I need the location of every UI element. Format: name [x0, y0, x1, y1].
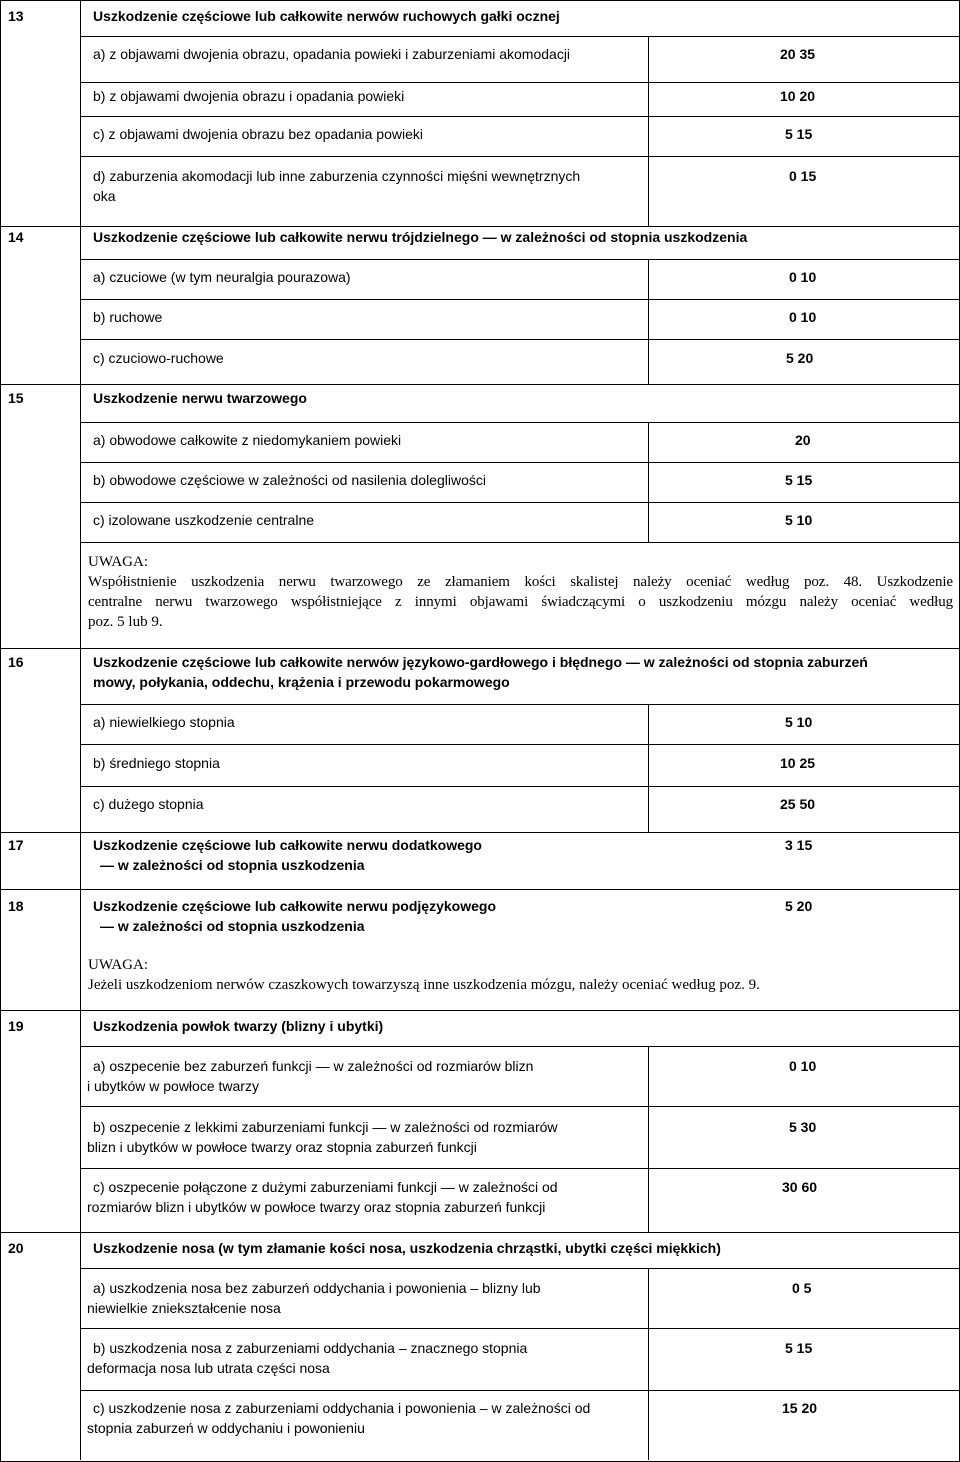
item-value: 0 15: [789, 168, 817, 184]
divider: [81, 1168, 959, 1169]
item-label: c) izolowane uszkodzenie centralne: [93, 512, 315, 528]
row-number: 15: [8, 390, 24, 406]
divider: [81, 339, 959, 340]
section-title: Uszkodzenie częściowe lub całkowite nerwów ruchowych gałki ocznej: [93, 8, 560, 24]
item-label: oka: [93, 188, 116, 204]
item-label: c) z objawami dwojenia obrazu bez opadania powieki: [93, 126, 423, 142]
value-column-divider: [648, 704, 649, 832]
item-value: 20 35: [780, 46, 816, 62]
section-title: Uszkodzenie częściowe lub całkowite nerwu trójdzielnego — w zależności od stopnia uszkodzenia: [93, 229, 748, 245]
divider: [81, 259, 959, 260]
item-value: 0 10: [789, 269, 817, 285]
row-number: 17: [8, 837, 24, 853]
divider: [0, 889, 959, 890]
item-value: 10 20: [780, 88, 816, 104]
divider: [81, 116, 959, 117]
section-title: Uszkodzenia powłok twarzy (blizny i ubytki): [93, 1018, 384, 1034]
divider: [81, 1268, 959, 1269]
section-title: Uszkodzenie częściowe lub całkowite nerwów językowo-gardłowego i błędnego — w zależności od stopnia zaburzeń: [93, 654, 868, 670]
section-title: Uszkodzenie nosa (w tym złamanie kości nosa, uszkodzenia chrząstki, ubytki części miękkich): [93, 1240, 721, 1256]
section-title: — w zależności od stopnia uszkodzenia: [100, 918, 365, 934]
item-label: b) z objawami dwojenia obrazu i opadania powieki: [93, 88, 405, 104]
number-column-divider: [80, 0, 81, 1460]
item-value: 5 10: [785, 714, 813, 730]
item-label: a) oszpecenie bez zaburzeń funkcji — w zależności od rozmiarów blizn: [93, 1058, 534, 1074]
divider: [81, 1046, 959, 1047]
note-text: Współistnienie uszkodzenia nerwu twarzowego ze złamaniem kości skalistej należy oceniać według poz. 48. Uszkodzenie: [88, 574, 953, 590]
item-label: c) oszpecenie połączone z dużymi zaburzeniami funkcji — w zależności od: [93, 1179, 558, 1195]
item-value: 25 50: [780, 796, 816, 812]
divider: [81, 1390, 959, 1391]
row-number: 20: [8, 1240, 24, 1256]
item-label: a) czuciowe (w tym neuralgia pourazowa): [93, 269, 351, 285]
item-value: 0 5: [792, 1280, 812, 1296]
value-column-divider: [648, 1046, 649, 1232]
item-label: b) uszkodzenia nosa z zaburzeniami oddychania – znacznego stopnia: [93, 1340, 528, 1356]
divider: [0, 648, 959, 649]
row-number: 19: [8, 1018, 24, 1034]
item-value: 20: [795, 432, 811, 448]
row-number: 18: [8, 898, 24, 914]
divider: [81, 704, 959, 705]
value-column-divider: [648, 259, 649, 384]
item-value: 5 15: [785, 1340, 813, 1356]
note-text: Jeżeli uszkodzeniom nerwów czaszkowych towarzyszą inne uszkodzenia mózgu, należy oceniać według poz. 9.: [88, 977, 760, 993]
divider: [81, 1106, 959, 1107]
divider: [0, 1232, 959, 1233]
item-label: niewielkie zniekształcenie nosa: [87, 1300, 281, 1316]
divider: [0, 384, 959, 385]
item-value: 0 10: [789, 309, 817, 325]
divider: [81, 36, 959, 37]
item-value: 30 60: [782, 1179, 818, 1195]
item-value: 15 20: [782, 1400, 818, 1416]
item-value: 10 25: [780, 755, 816, 771]
note-text: centralne nerwu twarzowego współistniejące z innymi objawami świadczącymi o uszkodzeniu mózgu należy oceniać według: [88, 594, 953, 610]
item-label: stopnia zaburzeń w oddychaniu i powonieniu: [87, 1420, 365, 1436]
item-label: a) z objawami dwojenia obrazu, opadania powieki i zaburzeniami akomodacji: [93, 46, 571, 62]
value-column-divider: [648, 1268, 649, 1460]
item-label: c) dużego stopnia: [93, 796, 204, 812]
section-title: mowy, połykania, oddechu, krążenia i przewodu pokarmowego: [93, 674, 510, 690]
divider: [81, 1328, 959, 1329]
value-column-divider: [648, 422, 649, 542]
item-label: b) oszpecenie z lekkimi zaburzeniami funkcji — w zależności od rozmiarów: [93, 1119, 558, 1135]
divider: [81, 502, 959, 503]
divider: [81, 422, 959, 423]
item-value: 5 15: [785, 472, 813, 488]
row-number: 14: [8, 229, 24, 245]
item-value: 3 15: [785, 837, 813, 853]
item-label: c) czuciowo-ruchowe: [93, 350, 224, 366]
item-label: rozmiarów blizn i ubytków w powłoce twarzy oraz stopnia zaburzeń funkcji: [87, 1199, 546, 1215]
divider: [81, 786, 959, 787]
item-label: i ubytków w powłoce twarzy: [87, 1078, 259, 1094]
value-column-divider: [648, 36, 649, 226]
divider: [81, 156, 959, 157]
note-heading: UWAGA:: [88, 554, 148, 570]
item-label: b) ruchowe: [93, 309, 163, 325]
divider: [81, 462, 959, 463]
divider: [81, 744, 959, 745]
item-label: deformacja nosa lub utrata części nosa: [87, 1360, 330, 1376]
divider: [0, 832, 959, 833]
item-value: 0 10: [789, 1058, 817, 1074]
item-value: 5 15: [785, 126, 813, 142]
divider: [81, 82, 959, 83]
section-title: Uszkodzenie częściowe lub całkowite nerwu podjęzykowego: [93, 898, 496, 914]
section-title: — w zależności od stopnia uszkodzenia: [100, 857, 365, 873]
item-value: 5 20: [785, 898, 813, 914]
item-label: b) średniego stopnia: [93, 755, 220, 771]
note-heading: UWAGA:: [88, 957, 148, 973]
item-value: 5 20: [786, 350, 814, 366]
item-label: a) obwodowe całkowite z niedomykaniem powieki: [93, 432, 402, 448]
divider: [81, 542, 959, 543]
divider: [81, 299, 959, 300]
item-label: a) uszkodzenia nosa bez zaburzeń oddychania i powonienia – blizny lub: [93, 1280, 541, 1296]
item-label: blizn i ubytków w powłoce twarzy oraz stopnia zaburzeń funkcji: [87, 1139, 477, 1155]
row-number: 13: [8, 8, 24, 24]
item-label: d) zaburzenia akomodacji lub inne zaburzenia czynności mięśni wewnętrznych: [93, 168, 581, 184]
item-label: b) obwodowe częściowe w zależności od nasilenia dolegliwości: [93, 472, 486, 488]
section-title: Uszkodzenie nerwu twarzowego: [93, 390, 307, 406]
note-text: poz. 5 lub 9.: [88, 614, 163, 630]
item-value: 5 10: [785, 512, 813, 528]
item-label: a) niewielkiego stopnia: [93, 714, 235, 730]
section-title: Uszkodzenie częściowe lub całkowite nerwu dodatkowego: [93, 837, 482, 853]
item-label: c) uszkodzenie nosa z zaburzeniami oddychania i powonienia – w zależności od: [93, 1400, 591, 1416]
item-value: 5 30: [789, 1119, 817, 1135]
divider: [0, 1010, 959, 1011]
row-number: 16: [8, 654, 24, 670]
